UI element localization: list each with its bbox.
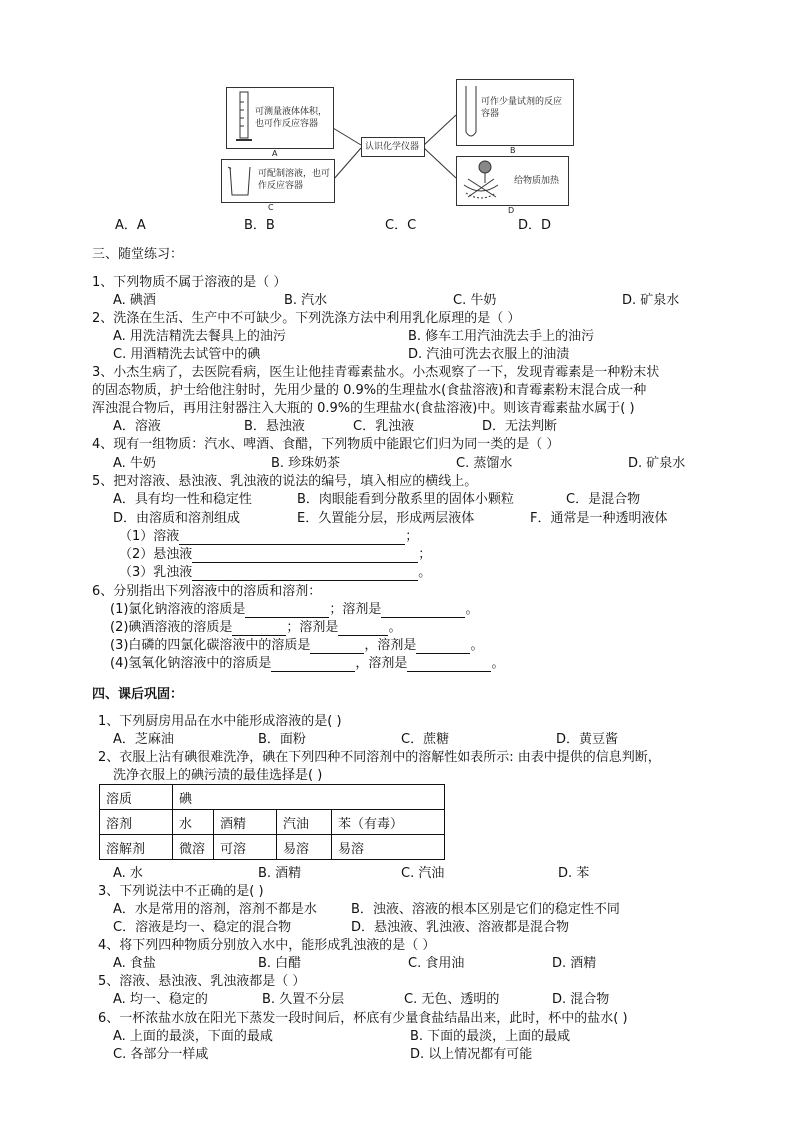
s4-q4-stem: 4、将下列四种物质分别放入水中，能形成乳浊液的是（ ）: [98, 938, 436, 953]
table-cell: 酒精: [214, 810, 277, 835]
s3-q5-blank-1: [119, 528, 418, 545]
row-text: ，溶剂是: [364, 638, 417, 653]
s3-q3-line3: 浑浊混合物后，再用注射器注入大瓶的 0.9%的生理盐水(食盐溶液)中。则该青霉素盐水属于( ): [92, 401, 635, 416]
blank-end: 。: [418, 565, 432, 580]
s3-q2-opt-a: A. 用洗洁精洗去餐具上的油污: [113, 329, 286, 344]
s3-q3-line2: 的固态物质，护士给他注射时，先用少量的 0.9%的生理盐水(食盐溶液)和青霉素粉末混合成一种: [92, 383, 647, 398]
s3-q2-opt-b: B. 修车工用汽油洗去手上的油污: [408, 329, 595, 344]
table-cell: 溶解剂: [100, 835, 173, 860]
s3-q3-opt-b: B．悬浊液: [244, 419, 305, 434]
s3-q3-line1: 3、小杰生病了，去医院看病，医生让他挂青霉素盐水。小杰观察了一下，发现青霉素是一种粉末状: [92, 365, 660, 380]
box-a: [226, 87, 334, 149]
table-cell: 苯（有毒）: [332, 810, 445, 835]
answer-blank[interactable]: [381, 604, 465, 618]
s3-q5-c: C．是混合物: [566, 492, 641, 507]
table-row: [100, 835, 445, 860]
blank-end: ；: [418, 547, 432, 562]
s4-q3-opt-c: C．溶液是均一、稳定的混合物: [113, 920, 292, 935]
s3-q1-opt-a: A. 碘酒: [113, 293, 156, 308]
s3-q2-opt-d: D. 汽油可洗去衣服上的油渍: [408, 347, 570, 362]
s3-q6-row-3: [110, 637, 483, 654]
center-text: 认识化学仪器: [365, 142, 420, 152]
s3-q1-opt-c: C. 牛奶: [453, 293, 497, 308]
row-end: 。: [465, 602, 479, 617]
box-b-caption: B: [510, 146, 516, 155]
s3-q4-opt-d: D. 矿泉水: [628, 456, 686, 471]
answer-blank[interactable]: [179, 531, 405, 545]
row-text: (3)白磷的四氯化碳溶液中的溶质是: [110, 638, 311, 653]
s3-q5-e: E．久置能分层，形成两层液体: [297, 511, 475, 526]
s3-q1-stem: 1、下列物质不属于溶液的是（ ）: [92, 275, 287, 290]
blank-label: （2）悬浊液: [119, 547, 193, 562]
table-cell: 易溶: [332, 835, 445, 860]
table-cell: 微溶: [173, 835, 214, 860]
s4-q4-opt-d: D. 酒精: [552, 956, 597, 971]
box-b-text: 可作少量试剂的反应容器: [481, 97, 563, 119]
answer-blank[interactable]: [338, 622, 388, 636]
row-end: 。: [491, 656, 505, 671]
table-row: [100, 810, 445, 835]
row-text: (1)氯化钠溶液的溶质是: [110, 602, 246, 617]
s3-q3-opt-d: D．无法判断: [482, 419, 558, 434]
s4-q6-opt-c: C. 各部分一样咸: [113, 1047, 209, 1062]
row-end: 。: [470, 638, 484, 653]
s4-q5-opt-d: D. 混合物: [552, 992, 610, 1007]
s4-q2-opt-b: B. 酒精: [258, 866, 302, 881]
row-text: ；溶剂是: [329, 602, 382, 617]
s3-q6-row-4: [110, 655, 504, 672]
q0-option-b: B．B: [244, 218, 275, 233]
s4-q6-opt-d: D. 以上情况都有可能: [410, 1047, 533, 1062]
answer-blank[interactable]: [271, 658, 355, 672]
box-a-caption: A: [272, 149, 278, 158]
beaker-icon: [226, 163, 252, 199]
s4-q6-opt-a: A. 上面的最淡，下面的最咸: [113, 1029, 273, 1044]
row-end: 。: [388, 620, 402, 635]
answer-blank[interactable]: [232, 622, 286, 636]
s4-q5-opt-c: C. 无色、透明的: [404, 992, 500, 1007]
s4-q3-opt-d: D．悬浊液、乳浊液、溶液都是混合物: [351, 920, 570, 935]
s4-q3-opt-b: B．浊液、溶液的根本区别是它们的稳定性不同: [351, 902, 620, 917]
s4-q1-opt-d: D．黄豆酱: [556, 732, 619, 747]
connector-lines: [0, 0, 794, 230]
s4-q1-opt-b: B．面粉: [258, 732, 306, 747]
box-d-caption: D: [508, 206, 515, 215]
row-text: ；溶剂是: [286, 620, 339, 635]
s3-q5-a: A．具有均一性和稳定性: [113, 492, 252, 507]
answer-blank[interactable]: [407, 658, 491, 672]
s3-q5-blank-3: [119, 564, 431, 581]
box-c-text: 可配制溶液，也可作反应容器: [258, 169, 331, 191]
test-tube-icon: [463, 84, 479, 142]
box-b: [456, 79, 574, 146]
s4-q2-opt-c: C. 汽油: [401, 866, 445, 881]
table-cell: 水: [173, 810, 214, 835]
table-cell: 易溶: [277, 835, 332, 860]
s3-q4-opt-a: A. 牛奶: [113, 456, 156, 471]
blank-label: （3）乳浊液: [119, 565, 193, 580]
blank-label: （1）溶液: [119, 529, 180, 544]
q0-option-c: C．C: [385, 218, 417, 233]
center-box: [361, 137, 425, 157]
row-text: ，溶剂是: [355, 656, 408, 671]
table-cell: 溶剂: [100, 810, 173, 835]
s3-q5-b: B．肉眼能看到分散系里的固体小颗粒: [297, 492, 514, 507]
s4-q3-stem: 3、下列说法中不正确的是( ): [98, 884, 264, 899]
answer-blank[interactable]: [416, 640, 470, 654]
s4-q2-opt-a: A. 水: [113, 866, 143, 881]
s3-q2-stem: 2、洗涤在生活、生产中不可缺少。下列洗涤方法中利用乳化原理的是（ ）: [92, 311, 521, 326]
section-3-title: 三、随堂练习：: [92, 247, 184, 262]
s3-q4-opt-c: C. 蒸馏水: [456, 456, 513, 471]
box-c-caption: C: [268, 203, 274, 212]
s3-q5-stem: 5、把对溶液、悬浊液、乳浊液的说法的编号，填入相应的横线上。: [92, 474, 478, 489]
s4-q5-opt-b: B. 久置不分层: [262, 992, 345, 1007]
s3-q5-f: F．通常是一种透明液体: [530, 511, 668, 526]
s4-q5-opt-a: A. 均一、稳定的: [113, 992, 208, 1007]
s3-q4-opt-b: B. 珍珠奶茶: [271, 456, 341, 471]
s4-q2-opt-d: D. 苯: [558, 866, 590, 881]
table-cell: 溶质: [100, 785, 173, 810]
answer-blank[interactable]: [192, 549, 418, 563]
row-text: (2)碘酒溶液的溶质是: [110, 620, 233, 635]
s3-q6-row-1: [110, 601, 478, 618]
q0-option-a: A．A: [115, 218, 146, 233]
s3-q1-opt-d: D. 矿泉水: [622, 293, 680, 308]
s4-q6-stem: 6、一杯浓盐水放在阳光下蒸发一段时间后，杯底有少量食盐结晶出来，此时，杯中的盐水( ): [98, 1011, 628, 1026]
table-cell: 汽油: [277, 810, 332, 835]
s3-q3-opt-c: C．乳浊液: [353, 419, 415, 434]
answer-blank[interactable]: [245, 604, 329, 618]
table-cell: 可溶: [214, 835, 277, 860]
s4-q5-stem: 5、溶液、悬浊液、乳浊液都是（ ）: [98, 974, 306, 989]
solubility-table: [99, 784, 445, 860]
s4-q3-opt-a: A．水是常用的溶剂，溶剂不都是水: [113, 902, 317, 917]
s3-q3-opt-a: A．溶液: [113, 419, 161, 434]
s4-q4-opt-a: A. 食盐: [113, 956, 156, 971]
s4-q1-opt-a: A．芝麻油: [113, 732, 174, 747]
s4-q4-opt-c: C. 食用油: [408, 956, 465, 971]
s3-q4-stem: 4、现有一组物质：汽水、啤酒、食醋，下列物质中能跟它们归为同一类的是（ ）: [92, 437, 560, 452]
box-a-text: 可测量液体体积，也可作反应容器: [255, 107, 328, 129]
section-4-title: 四、课后巩固：: [92, 687, 184, 702]
blank-end: ；: [405, 529, 419, 544]
s3-q5-d: D．由溶质和溶剂组成: [113, 511, 241, 526]
box-c: [221, 159, 335, 203]
s3-q6-row-2: [110, 619, 401, 636]
q0-option-d: D．D: [518, 218, 552, 233]
box-d-text: 给物质加热: [514, 176, 560, 186]
row-text: (4)氢氧化钠溶液中的溶质是: [110, 656, 272, 671]
s4-q4-opt-b: B. 白醋: [258, 956, 302, 971]
s4-q2-line1: 2、衣服上沾有碘很难洗净，碘在下列四种不同溶剂中的溶解性如表所示: 由表中提供的信息判断，: [98, 750, 661, 765]
table-row: [100, 785, 445, 810]
s4-q6-opt-b: B. 下面的最淡，上面的最咸: [410, 1029, 571, 1044]
s3-q1-opt-b: B. 汽水: [284, 293, 328, 308]
s4-q1-stem: 1、下列厨房用品在水中能形成溶液的是( ): [98, 714, 342, 729]
answer-blank[interactable]: [310, 640, 364, 654]
s3-q2-opt-c: C. 用酒精洗去试管中的碘: [113, 347, 261, 362]
evaporating-dish-icon: [460, 159, 502, 203]
s3-q5-blank-2: [119, 546, 431, 563]
answer-blank[interactable]: [192, 567, 418, 581]
s4-q2-line2: 洗净衣服上的碘污渍的最佳选择是( ): [113, 768, 323, 783]
graduated-cylinder-icon: [233, 90, 255, 146]
table-cell: 碘: [173, 785, 445, 810]
box-d: [456, 156, 569, 206]
s4-q1-opt-c: C．蔗糖: [401, 732, 450, 747]
s3-q6-stem: 6、分别指出下列溶液中的溶质和溶剂：: [92, 584, 322, 599]
